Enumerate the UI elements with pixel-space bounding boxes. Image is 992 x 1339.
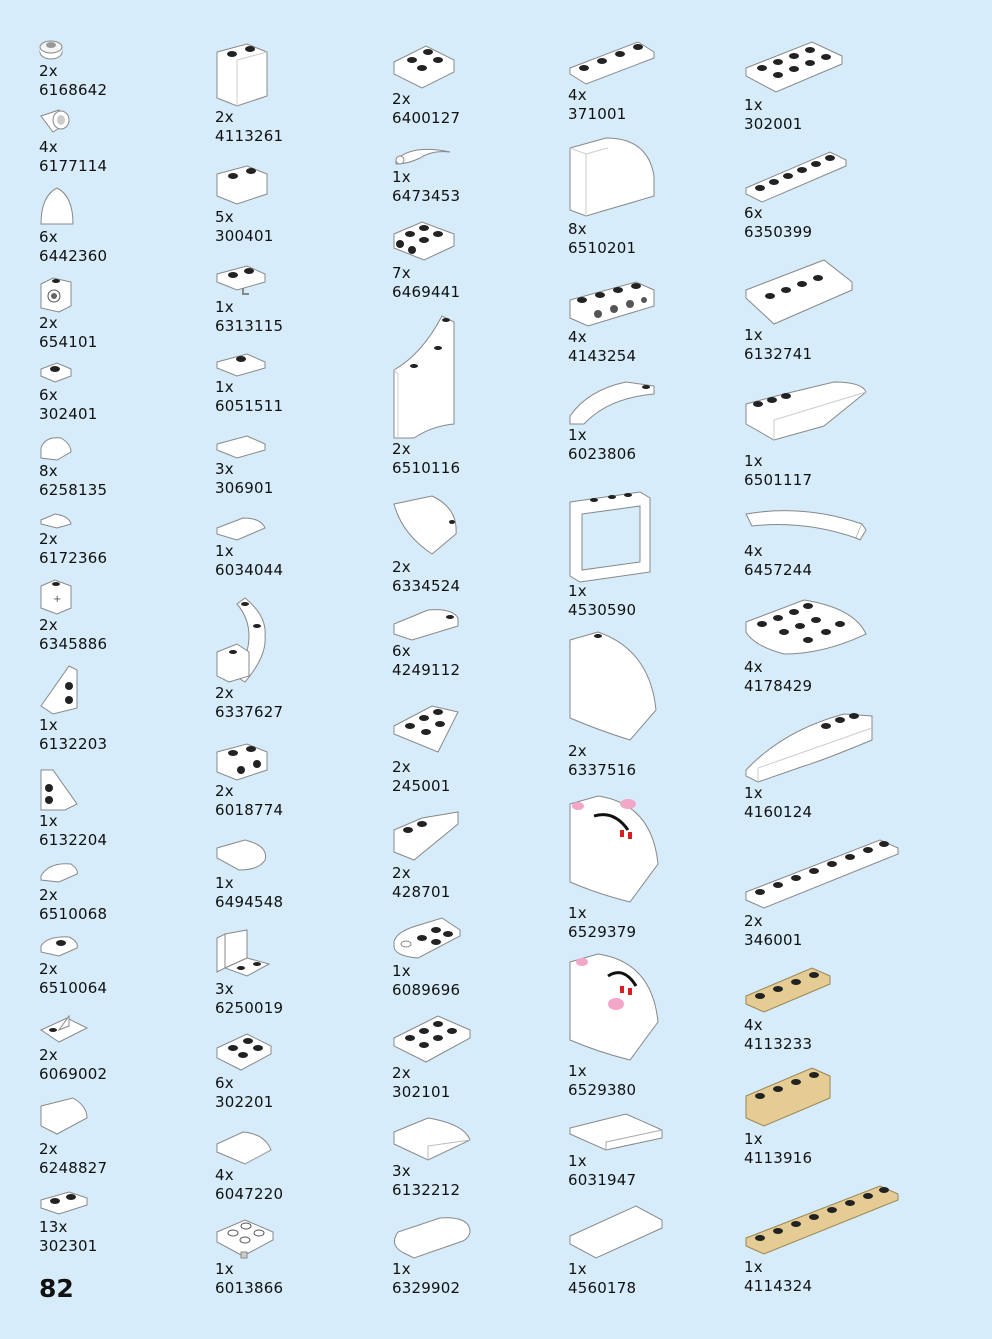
angle-plate-icon — [39, 1010, 89, 1046]
part-quantity: 2x — [39, 62, 58, 80]
parts-column-3 — [392, 0, 562, 1339]
part-number: 6132203 — [39, 735, 108, 753]
part-item — [39, 276, 209, 352]
part-number: 6089696 — [392, 981, 461, 999]
part-quantity: 1x — [215, 874, 234, 892]
part-item — [39, 512, 209, 568]
part-item — [39, 38, 209, 100]
part-number: 6510068 — [39, 905, 108, 923]
modified-plate-2x2-icon — [392, 40, 456, 90]
part-number: 346001 — [744, 931, 803, 949]
part-number: 6018774 — [215, 801, 284, 819]
part-item — [39, 360, 209, 424]
part-quantity: 2x — [392, 440, 411, 458]
part-quantity: 1x — [568, 1152, 587, 1170]
half-round-tile-icon — [39, 860, 81, 886]
part-quantity: 6x — [39, 228, 58, 246]
part-quantity: 8x — [39, 462, 58, 480]
part-item — [568, 1112, 738, 1190]
part-number: 4113261 — [215, 127, 284, 145]
brick-1x1-axle-hole-icon — [39, 578, 79, 616]
part-item — [39, 434, 209, 500]
plate-2x2-pin-icon — [215, 1216, 275, 1260]
large-curved-slope-icon — [568, 630, 658, 742]
dome-quarter-icon — [392, 494, 460, 558]
part-number: 4113916 — [744, 1149, 813, 1167]
part-item — [744, 40, 914, 134]
part-number: 6329902 — [392, 1279, 461, 1297]
face-slope-left-icon — [568, 952, 660, 1062]
part-item — [215, 350, 385, 416]
part-number: 306901 — [215, 479, 274, 497]
part-number: 6250019 — [215, 999, 284, 1017]
claw-horn-icon — [392, 142, 456, 168]
part-quantity: 1x — [568, 582, 587, 600]
part-quantity: 1x — [215, 542, 234, 560]
parts-column-1 — [39, 0, 209, 1339]
part-quantity: 4x — [744, 658, 763, 676]
part-item — [215, 740, 385, 820]
part-item — [39, 934, 209, 998]
part-number: 6442360 — [39, 247, 108, 265]
part-quantity: 1x — [568, 904, 587, 922]
plate-1x8-icon — [744, 838, 900, 912]
curved-slope-2x3-icon — [392, 1114, 472, 1162]
part-item — [215, 596, 385, 722]
part-number: 6529380 — [568, 1081, 637, 1099]
part-quantity: 2x — [39, 530, 58, 548]
face-slope-right-icon — [568, 794, 660, 904]
technic-brick-1x4-icon — [568, 280, 658, 328]
part-quantity: 1x — [744, 1258, 763, 1276]
curved-slope-2x2-icon — [215, 1128, 273, 1166]
part-item — [392, 1114, 562, 1200]
part-item — [392, 808, 562, 902]
part-quantity: 1x — [568, 1260, 587, 1278]
half-round-plate-icon — [39, 934, 81, 960]
plate-2x2-icon — [215, 1030, 273, 1074]
part-number: 6031947 — [568, 1171, 637, 1189]
part-item — [39, 578, 209, 654]
part-item — [392, 218, 562, 302]
jumper-plate-icon — [215, 350, 269, 378]
round-end-tile-icon — [215, 838, 269, 874]
part-quantity: 5x — [215, 208, 234, 226]
part-number: 6047220 — [215, 1185, 284, 1203]
part-item — [392, 1214, 562, 1298]
part-number: 4160124 — [744, 803, 813, 821]
part-number: 6132741 — [744, 345, 813, 363]
part-quantity: 2x — [392, 864, 411, 882]
curved-brick-1x4-icon — [568, 136, 658, 220]
arch-brick-icon — [215, 596, 269, 684]
curved-panel-icon — [392, 314, 458, 440]
part-item — [215, 1216, 385, 1298]
part-item — [39, 860, 209, 924]
part-number: 245001 — [392, 777, 451, 795]
window-frame-icon — [568, 490, 658, 582]
wedge-plate-left-icon — [39, 664, 81, 716]
part-item — [215, 838, 385, 912]
part-item — [744, 150, 914, 242]
part-number: 6529379 — [568, 923, 637, 941]
tan-plate-1x8-icon — [744, 1184, 900, 1258]
part-quantity: 2x — [392, 90, 411, 108]
part-item — [39, 108, 209, 176]
part-quantity: 3x — [215, 460, 234, 478]
part-quantity: 2x — [39, 960, 58, 978]
part-item — [744, 1184, 914, 1296]
part-item — [744, 838, 914, 950]
part-number: 654101 — [39, 333, 98, 351]
plate-1x4-icon — [568, 38, 658, 86]
part-item — [744, 598, 914, 696]
part-number: 371001 — [568, 105, 627, 123]
part-quantity: 6x — [392, 642, 411, 660]
part-number: 6501117 — [744, 471, 813, 489]
part-item — [392, 702, 562, 796]
brick-1x2-icon — [215, 162, 269, 208]
part-number: 6510116 — [392, 459, 461, 477]
part-quantity: 2x — [392, 558, 411, 576]
curved-slope-1x1-icon — [39, 434, 79, 462]
part-quantity: 2x — [39, 616, 58, 634]
part-quantity: 4x — [744, 1016, 763, 1034]
curved-slope-1x2-icon — [215, 514, 269, 542]
part-item — [568, 490, 738, 620]
bracket-plate-icon — [215, 928, 273, 980]
part-quantity: 1x — [39, 716, 58, 734]
part-number: 6510201 — [568, 239, 637, 257]
technic-brick-1x1-icon — [39, 276, 79, 314]
part-quantity: 1x — [744, 1130, 763, 1148]
wedge-slope-icon — [744, 380, 868, 452]
part-quantity: 1x — [215, 1260, 234, 1278]
part-number: 6023806 — [568, 445, 637, 463]
part-number: 6457244 — [744, 561, 813, 579]
part-item — [215, 928, 385, 1018]
part-quantity: 6x — [39, 386, 58, 404]
part-item — [392, 494, 562, 596]
part-quantity: 1x — [744, 452, 763, 470]
long-wedge-icon — [744, 710, 876, 784]
part-number: 6510064 — [39, 979, 108, 997]
tile-2x4-icon — [568, 1204, 664, 1260]
plate-3x6-icon — [744, 258, 854, 326]
part-number: 4530590 — [568, 601, 637, 619]
part-item — [392, 1012, 562, 1102]
part-item — [392, 916, 562, 1000]
plate-1x1-icon — [39, 360, 79, 386]
part-item — [744, 1066, 914, 1168]
arch-slope-1x4-icon — [568, 380, 658, 426]
part-quantity: 1x — [744, 326, 763, 344]
part-number: 6469441 — [392, 283, 461, 301]
part-item — [392, 314, 562, 478]
part-quantity: 7x — [392, 264, 411, 282]
part-quantity: 1x — [39, 812, 58, 830]
part-item — [568, 380, 738, 464]
part-item — [215, 42, 385, 146]
slope-2x4-icon — [568, 1112, 664, 1152]
part-item — [744, 710, 914, 822]
tan-plate-1x4-icon — [744, 966, 834, 1016]
part-item — [568, 794, 738, 942]
part-quantity: 1x — [744, 784, 763, 802]
part-number: 302201 — [215, 1093, 274, 1111]
part-quantity: 8x — [568, 220, 587, 238]
part-item — [568, 1204, 738, 1298]
part-quantity: 1x — [215, 378, 234, 396]
part-quantity: 2x — [215, 684, 234, 702]
part-number: 6248827 — [39, 1159, 108, 1177]
curved-wedge-icon — [392, 606, 460, 642]
part-number: 302401 — [39, 405, 98, 423]
part-number: 4114324 — [744, 1277, 813, 1295]
part-number: 6069002 — [39, 1065, 108, 1083]
part-item — [568, 630, 738, 780]
part-item — [744, 258, 914, 364]
tile-1x2-icon — [215, 432, 269, 460]
plate-1x6-icon — [744, 150, 848, 204]
part-quantity: 1x — [215, 298, 234, 316]
part-number: 6337516 — [568, 761, 637, 779]
tan-brick-1x4-icon — [744, 1066, 834, 1130]
parts-column-5 — [744, 0, 914, 1339]
part-number: 6473453 — [392, 187, 461, 205]
part-quantity: 2x — [392, 758, 411, 776]
part-number: 428701 — [392, 883, 451, 901]
part-number: 6334524 — [392, 577, 461, 595]
part-number: 6013866 — [215, 1279, 284, 1297]
part-item — [744, 506, 914, 580]
part-number: 6494548 — [215, 893, 284, 911]
part-item — [39, 1096, 209, 1178]
part-quantity: 4x — [568, 86, 587, 104]
part-number: 4560178 — [568, 1279, 637, 1297]
part-item — [392, 40, 562, 128]
part-number: 300401 — [215, 227, 274, 245]
part-number: 6400127 — [392, 109, 461, 127]
plate-1x2-icon — [39, 1188, 89, 1218]
part-quantity: 1x — [392, 1260, 411, 1278]
part-number: 4113233 — [744, 1035, 813, 1053]
part-quantity: 4x — [568, 328, 587, 346]
part-quantity: 1x — [392, 962, 411, 980]
svg-text:+: + — [53, 594, 62, 605]
part-item — [215, 1128, 385, 1204]
part-quantity: 1x — [568, 1062, 587, 1080]
plate-2x3-icon — [392, 1012, 472, 1064]
page-number: 82 — [39, 1274, 74, 1303]
parts-column-2 — [215, 0, 385, 1339]
part-item — [39, 1010, 209, 1084]
part-number: 6168642 — [39, 81, 108, 99]
part-quantity: 2x — [39, 886, 58, 904]
part-number: 6051511 — [215, 397, 284, 415]
part-number: 6132212 — [392, 1181, 461, 1199]
curved-brick-icon — [39, 1096, 89, 1140]
part-item — [39, 1188, 209, 1256]
part-number: 6313115 — [215, 317, 284, 335]
part-number: 6034044 — [215, 561, 284, 579]
part-quantity: 3x — [215, 980, 234, 998]
part-item — [744, 380, 914, 490]
part-item — [744, 966, 914, 1054]
part-item — [215, 262, 385, 336]
brick-1x2x2-icon — [215, 42, 269, 108]
part-quantity: 1x — [744, 96, 763, 114]
part-quantity: 4x — [744, 542, 763, 560]
plate-2x4-icon — [744, 40, 844, 96]
parts-column-4 — [568, 0, 738, 1339]
part-quantity: 2x — [392, 1064, 411, 1082]
part-item — [215, 1030, 385, 1112]
part-number: 6337627 — [215, 703, 284, 721]
part-quantity: 2x — [215, 782, 234, 800]
curved-tile-icon — [744, 506, 868, 542]
part-quantity: 1x — [568, 426, 587, 444]
part-quantity: 3x — [392, 1162, 411, 1180]
wedge-plate-right-icon — [39, 768, 81, 812]
brick-2x2-side-studs-icon — [392, 218, 456, 264]
part-quantity: 2x — [39, 1046, 58, 1064]
part-item — [39, 664, 209, 754]
round-plate-1x1-icon — [39, 38, 79, 62]
part-number: 4143254 — [568, 347, 637, 365]
part-item — [215, 514, 385, 580]
part-item — [568, 952, 738, 1100]
part-item — [568, 136, 738, 258]
part-quantity: 2x — [744, 912, 763, 930]
wedge-plate-2x3-icon — [392, 702, 460, 758]
part-item — [392, 142, 562, 206]
round-brick-1x1-icon — [39, 108, 79, 138]
part-number: 6172366 — [39, 549, 108, 567]
plate-1x2-clip-icon — [215, 262, 269, 298]
part-quantity: 4x — [39, 138, 58, 156]
part-quantity: 2x — [568, 742, 587, 760]
part-number: 6350399 — [744, 223, 813, 241]
round-tile-2x4-icon — [392, 1214, 472, 1260]
part-number: 302001 — [744, 115, 803, 133]
part-quantity: 13x — [39, 1218, 68, 1236]
part-quantity: 1x — [392, 168, 411, 186]
part-number: 4249112 — [392, 661, 461, 679]
slope-inverted-icon — [392, 808, 460, 864]
part-quantity: 4x — [215, 1166, 234, 1184]
part-number: 302101 — [392, 1083, 451, 1101]
nose-cone-icon — [39, 186, 79, 228]
bracket-studs-side-icon — [215, 740, 269, 782]
part-number: 6132204 — [39, 831, 108, 849]
part-quantity: 2x — [215, 108, 234, 126]
part-item — [39, 768, 209, 850]
part-item — [392, 606, 562, 680]
part-item — [568, 280, 738, 366]
part-number: 6258135 — [39, 481, 108, 499]
part-number: 6345886 — [39, 635, 108, 653]
part-quantity: 6x — [215, 1074, 234, 1092]
plate-with-hole-icon — [392, 916, 462, 962]
part-item — [568, 38, 738, 124]
quarter-tile-icon — [39, 512, 79, 530]
quarter-round-plate-icon — [744, 598, 868, 658]
part-number: 302301 — [39, 1237, 98, 1255]
part-number: 6177114 — [39, 157, 108, 175]
part-number: 4178429 — [744, 677, 813, 695]
part-item — [39, 186, 209, 266]
part-item — [215, 162, 385, 246]
part-item — [215, 432, 385, 498]
part-quantity: 6x — [744, 204, 763, 222]
part-quantity: 2x — [39, 314, 58, 332]
part-quantity: 2x — [39, 1140, 58, 1158]
